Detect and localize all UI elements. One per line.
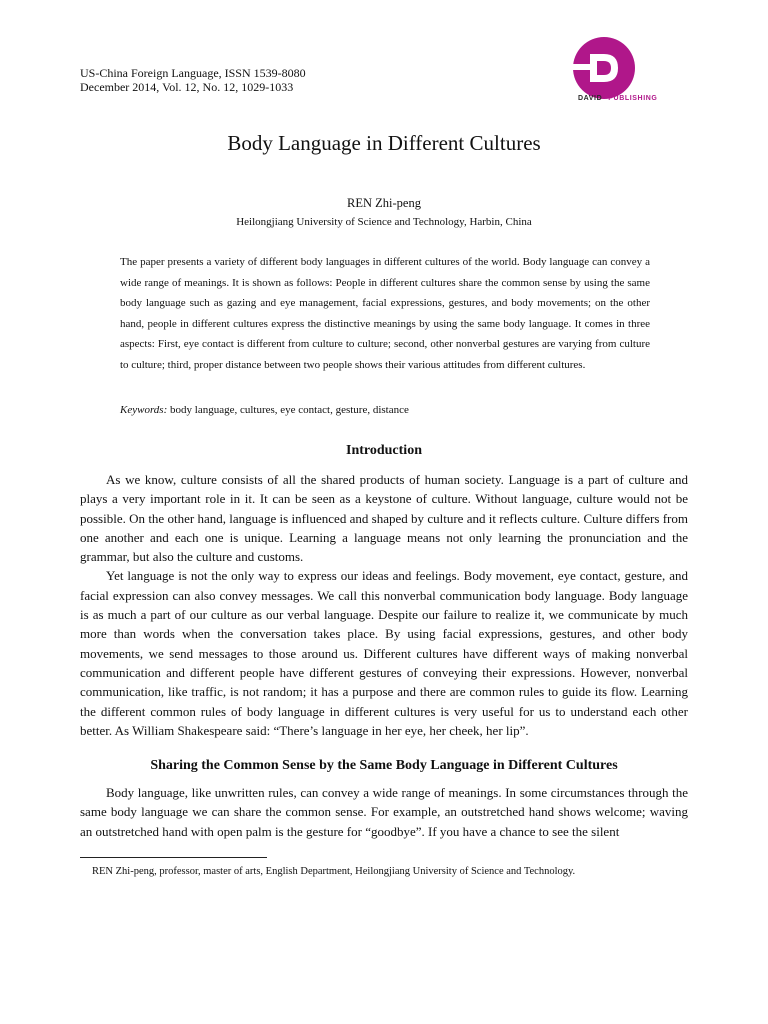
- wordmark-david: DAVID: [578, 95, 603, 102]
- author-name: REN Zhi-peng: [347, 196, 421, 210]
- sharing-body: [80, 783, 688, 841]
- wordmark-publishing: PUBLISHING: [608, 95, 658, 102]
- abstract: The paper presents a variety of different body languages in different cultures of the world. Body language can convey a wide range of meanings. It is shown as follows: People in different cultures share the common sense by using the same body language such as gazing and eye management, facial expressions, gestures, and body movements; on the other hand, people in different cultures express the distinctive meanings by using the same body language. It comes in three aspects: First, eye contact is different from culture to culture; second, other nonverbal gestures are varying from culture to culture; third, proper distance between two people shows their various attitudes from different cultures.: [120, 256, 650, 371]
- section-heading-introduction: Introduction: [346, 443, 422, 458]
- publisher-wordmark: [578, 95, 657, 102]
- keywords-list: body language, cultures, eye contact, gesture, distance: [170, 404, 409, 416]
- paragraph: Body language, like unwritten rules, can convey a wide range of meanings. In some circumstances through the same body language we can share the common sense. For example, an outstretched hand shows welcome; waving an outstretched hand with open palm is the gesture for “goodbye”. If you have a chance to see the silent: [80, 785, 688, 839]
- keywords: [120, 403, 650, 417]
- paper-title: Body Language in Different Cultures: [227, 131, 541, 155]
- journal-line-2: December 2014, Vol. 12, No. 12, 1029-1033: [80, 80, 294, 94]
- journal-citation: [80, 66, 306, 94]
- author-affiliation: Heilongjiang University of Science and Technology, Harbin, China: [236, 216, 532, 228]
- paragraph: As we know, culture consists of all the shared products of human society. Language is a part of culture and plays a very important role in it. It can be seen as a keystone of culture. Without language, culture would not be possible. On the other hand, language is influenced and shaped by culture and it reflects culture. Culture differs from one another and each one is unique. Learning a language means not only learning the pronunciation and the grammar, but also the culture and customs.: [80, 472, 688, 565]
- journal-line-1: US-China Foreign Language, ISSN 1539-8080: [80, 66, 306, 80]
- footnote-divider: [80, 857, 267, 858]
- paragraph: Yet language is not the only way to express our ideas and feelings. Body movement, eye contact, gesture, and facial expression can also convey messages. We call this nonverbal communication body language. Body language is as much a part of our culture as our verbal language. Despite our failure to realize it, we communicate by much more than words when the conversation takes place. By using facial expressions, gestures, and other body movements, we send messages to those around us. Different cultures have different ways of making nonverbal communication and different people have different gestures of conveying their expressions. However, nonverbal communication, like traffic, is not random; it has a purpose and there are common rules to guide its flow. Learning the different common rules of body language in different cultures is very useful for us to understand each other better. As William Shakespeare said: “There’s language in her eye, her cheek, her lip”.: [80, 568, 688, 738]
- introduction-body: [80, 470, 688, 740]
- footnote: REN Zhi-peng, professor, master of arts, English Department, Heilongjiang University of Science and Technology.: [92, 866, 576, 877]
- section-heading-sharing: Sharing the Common Sense by the Same Body Language in Different Cultures: [150, 758, 618, 773]
- keywords-label: Keywords:: [120, 404, 168, 416]
